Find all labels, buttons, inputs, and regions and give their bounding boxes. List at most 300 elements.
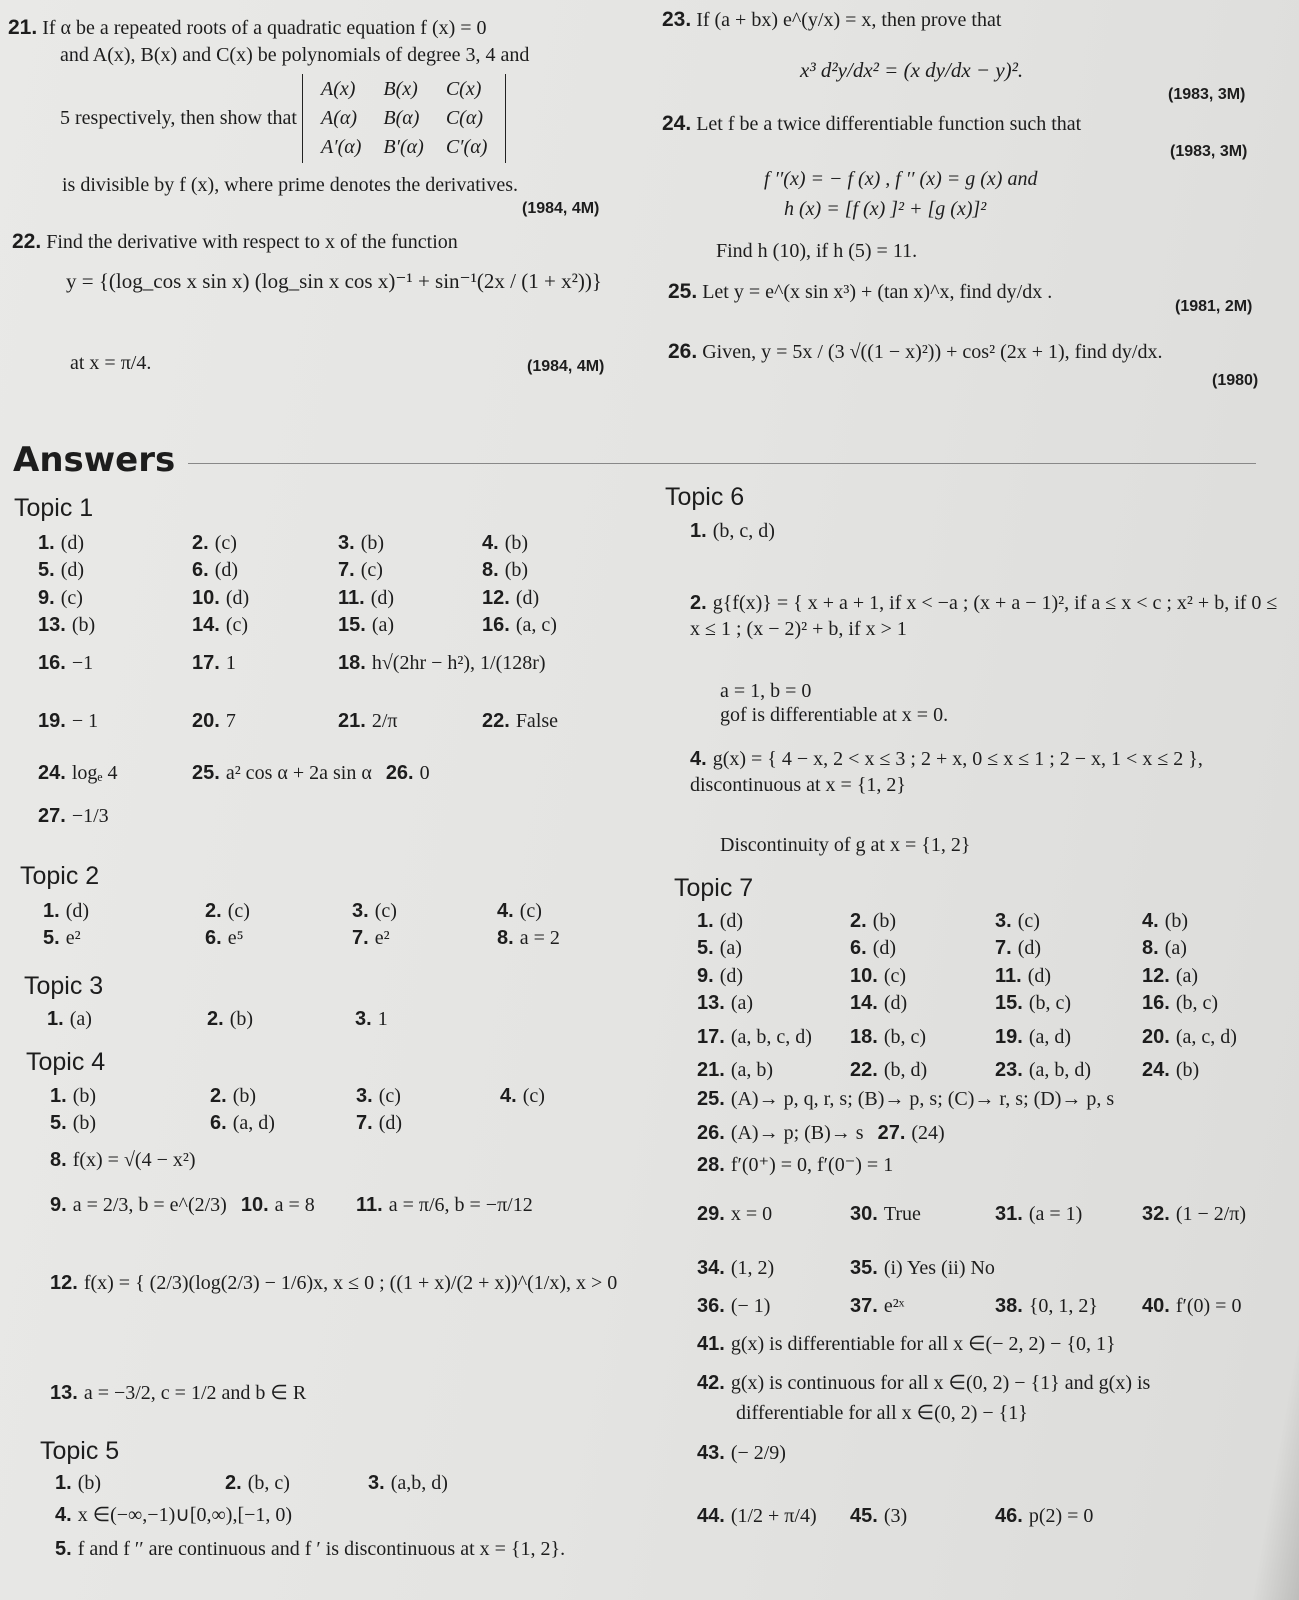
answer-item: [850, 1057, 927, 1083]
answer-number: 15.: [338, 614, 366, 636]
answer-item: [205, 898, 250, 924]
source-tag: (1984, 4M): [527, 358, 605, 375]
answer-item: [697, 1440, 786, 1466]
answer-item: [50, 1380, 306, 1406]
answer-item: [482, 557, 528, 583]
answer-value: (b): [71, 614, 96, 636]
answer-value: (c): [374, 900, 397, 922]
answer-item: [50, 1270, 617, 1296]
answer-number: 4.: [55, 1504, 72, 1526]
answer-value: g(x) is differentiable for all x ∈(− 2, 2) − {0, 1}: [730, 1333, 1116, 1355]
answer-value: (c): [1017, 910, 1040, 932]
determinant-cell: B(x): [383, 78, 418, 100]
answer-item: [55, 1502, 292, 1528]
answer-value: (d): [719, 910, 744, 932]
answer-item: [38, 708, 98, 734]
answer-item: [720, 832, 970, 858]
answer-value: (b): [1164, 910, 1189, 932]
answer-value: (a, b): [730, 1059, 774, 1081]
question-formula: f ′′(x) = − f (x) , f ′′ (x) = g (x) and: [764, 168, 1038, 190]
answer-number: 1.: [38, 532, 55, 554]
question-text: Find h (10), if h (5) = 11.: [716, 240, 918, 262]
answer-item: [386, 760, 430, 786]
answer-number: 12.: [482, 587, 510, 609]
answer-number: 2.: [690, 592, 707, 614]
answer-number: 7.: [356, 1112, 373, 1134]
answer-number: 5.: [55, 1538, 72, 1560]
answer-number: 1.: [50, 1085, 67, 1107]
answer-item: [355, 1006, 388, 1032]
answer-number: 17.: [697, 1026, 725, 1048]
answer-item: [500, 1083, 545, 1109]
answer-item: [850, 1293, 904, 1319]
answer-number: 1.: [43, 900, 60, 922]
answer-number: 15.: [995, 992, 1023, 1014]
answer-value: a = π/6, b = −π/12: [388, 1194, 533, 1216]
question-text: Let f be a twice differentiable function such that: [696, 113, 1082, 135]
answer-value: (24): [911, 1122, 945, 1144]
answer-number: 19.: [38, 710, 66, 732]
answer-value: (b, d): [883, 1059, 928, 1081]
answer-number: 4.: [497, 900, 514, 922]
answer-number: 4.: [690, 748, 707, 770]
answer-number: 20.: [192, 710, 220, 732]
answer-item: [55, 1536, 565, 1562]
source-tag: (1983, 3M): [1170, 143, 1248, 160]
answer-number: 6.: [192, 559, 209, 581]
answer-value: f(x) = √(4 − x²): [72, 1149, 196, 1171]
answer-item: [225, 1470, 290, 1496]
answer-item: [1142, 908, 1188, 934]
answer-value: (d): [719, 965, 744, 987]
answer-item: [1142, 963, 1198, 989]
answer-number: 5.: [38, 559, 55, 581]
answer-value: 0: [419, 762, 430, 784]
answer-number: 5.: [697, 937, 714, 959]
answer-number: 7.: [338, 559, 355, 581]
answer-value: x = 0: [730, 1203, 773, 1225]
answer-value: 2/π: [371, 710, 398, 732]
answer-value: (c): [883, 965, 907, 987]
divider: [188, 463, 1256, 464]
question-text: If (a + bx) e^(y/x) = x, then prove that: [696, 9, 1002, 31]
answer-item: [38, 650, 93, 676]
answer-value: (b): [232, 1085, 257, 1107]
answer-item: [1142, 1201, 1246, 1227]
answer-number: 7.: [995, 937, 1012, 959]
answer-value: a = 2/3, b = e^(2/3): [72, 1194, 227, 1216]
answer-number: 21.: [338, 710, 366, 732]
answer-number: 6.: [850, 937, 867, 959]
answer-value: (b): [504, 532, 529, 554]
question-formula: h (x) = [f (x) ]² + [g (x)]²: [784, 198, 987, 220]
answer-number: 8.: [50, 1149, 67, 1171]
answer-number: 24.: [1142, 1059, 1170, 1081]
answer-item: [192, 530, 237, 556]
answer-value: (a): [371, 614, 395, 636]
answer-value: (d): [60, 532, 85, 554]
answer-number: 31.: [995, 1203, 1023, 1225]
answer-number: 46.: [995, 1505, 1023, 1527]
answer-item: [720, 678, 811, 704]
answer-number: 3.: [368, 1472, 385, 1494]
answer-item: [338, 650, 546, 676]
answer-item: [697, 990, 753, 1016]
answer-number: 1.: [697, 910, 714, 932]
answer-item: [497, 898, 542, 924]
answer-item: [850, 1255, 995, 1281]
answer-value: (b, c): [1028, 992, 1072, 1014]
answer-item: [338, 557, 383, 583]
answer-item: [697, 1152, 893, 1178]
question-text: at x = π/4.: [70, 352, 152, 374]
answer-number: 2.: [207, 1008, 224, 1030]
answer-item: [210, 1083, 256, 1109]
answer-item: [207, 1006, 253, 1032]
answer-number: 22.: [850, 1059, 878, 1081]
answer-number: 23.: [995, 1059, 1023, 1081]
answer-item: [697, 1120, 864, 1146]
answer-item: [697, 1503, 817, 1529]
question-text: and A(x), B(x) and C(x) be polynomials of degree 3, 4 and: [60, 44, 530, 67]
answer-value: a = 1, b = 0: [720, 680, 812, 702]
answer-number: 25.: [192, 762, 220, 784]
answer-item: [995, 1024, 1071, 1050]
answer-item: [38, 803, 109, 829]
answer-number: 12.: [50, 1272, 78, 1294]
answer-item: [356, 1192, 533, 1218]
answer-item: [690, 590, 1285, 642]
answer-number: 22.: [482, 710, 510, 732]
answer-value: (b): [72, 1112, 97, 1134]
answer-item: [192, 708, 236, 734]
answer-item: [697, 1024, 812, 1050]
answer-value: (a, d): [1028, 1026, 1072, 1048]
answer-item: [482, 530, 528, 556]
answer-item: [50, 1083, 96, 1109]
answer-number: 42.: [697, 1372, 725, 1394]
answer-number: 17.: [192, 652, 220, 674]
answer-value: e⁵: [227, 927, 244, 949]
answer-value: −1: [71, 652, 94, 674]
answer-item: [697, 1086, 1114, 1112]
answer-item: [241, 1192, 315, 1218]
answer-number: 26.: [697, 1122, 725, 1144]
topic-heading: Topic 3: [24, 972, 104, 1000]
answer-value: (d): [515, 587, 540, 609]
answer-item: [995, 908, 1040, 934]
answer-number: 16.: [38, 652, 66, 674]
answer-number: 12.: [1142, 965, 1170, 987]
answer-value: (i) Yes (ii) No: [883, 1257, 995, 1279]
answer-item: [697, 935, 742, 961]
answer-number: 4.: [482, 532, 499, 554]
answer-item: [210, 1110, 275, 1136]
question-22: [12, 230, 458, 254]
answer-number: 8.: [482, 559, 499, 581]
answer-value: a² cos α + 2a sin α: [225, 762, 372, 784]
answer-item: [1142, 1293, 1241, 1319]
answer-value: (A)→ p; (B)→ s: [730, 1122, 864, 1144]
question-number: 25.: [668, 280, 698, 303]
answer-item: [995, 1503, 1093, 1529]
answer-value: (d): [65, 900, 90, 922]
source-tag: (1980): [1212, 372, 1259, 389]
answer-value: False: [515, 710, 559, 732]
answer-item: [192, 612, 248, 638]
question-text: 5 respectively, then show that: [60, 107, 297, 129]
answer-value: a = −3/2, c = 1/2 and b ∈ R: [83, 1382, 307, 1404]
answer-value: e²: [374, 927, 390, 949]
answer-item: [850, 935, 896, 961]
answer-item: [338, 612, 394, 638]
answer-item: [697, 1370, 1150, 1396]
answer-item: [482, 708, 558, 734]
answer-item: [690, 746, 1285, 798]
answer-item: [50, 1110, 96, 1136]
answer-number: 6.: [210, 1112, 227, 1134]
answer-item: [38, 585, 83, 611]
answer-number: 4.: [1142, 910, 1159, 932]
answer-item: [690, 518, 775, 544]
answer-item: [38, 760, 118, 786]
answer-item: [338, 585, 394, 611]
question-text: Find the derivative with respect to x of the function: [46, 231, 458, 253]
answer-value: − 1: [71, 710, 99, 732]
answer-item: [697, 1293, 770, 1319]
answer-value: (d): [883, 992, 908, 1014]
answer-value: f′(0) = 0: [1175, 1295, 1242, 1317]
answer-value: (a, c, d): [1175, 1026, 1237, 1048]
answer-item: [697, 1255, 774, 1281]
answer-value: differentiable for all x ∈(0, 2) − {1}: [736, 1402, 1028, 1424]
answer-number: 1.: [47, 1008, 64, 1030]
answer-value: a = 2: [519, 927, 560, 949]
question-formula: x³ d²y/dx² = (x dy/dx − y)².: [800, 58, 1024, 82]
answer-item: [192, 557, 238, 583]
source-tag: (1984, 4M): [522, 200, 600, 217]
answer-number: 16.: [482, 614, 510, 636]
answer-value: (A)→ p, q, r, s; (B)→ p, s; (C)→ r, s; (D)→ p, s: [730, 1088, 1115, 1110]
question-21-determinant-line: [60, 74, 506, 163]
answer-number: 43.: [697, 1442, 725, 1464]
answer-number: 5.: [50, 1112, 67, 1134]
answer-number: 18.: [850, 1026, 878, 1048]
answer-item: [55, 1470, 101, 1496]
question-25: [668, 280, 1052, 304]
answer-number: 40.: [1142, 1295, 1170, 1317]
answer-number: 20.: [1142, 1026, 1170, 1048]
answer-number: 11.: [356, 1194, 383, 1216]
answer-item: [1142, 990, 1218, 1016]
answer-number: 14.: [192, 614, 220, 636]
answer-value: f′(0⁺) = 0, f′(0⁻) = 1: [730, 1154, 894, 1176]
question-21: [8, 14, 618, 69]
answer-value: x ∈(−∞,−1)∪[0,∞),[−1, 0): [77, 1504, 293, 1526]
answer-value: {0, 1, 2}: [1028, 1295, 1099, 1317]
answer-value: (b, c, d): [712, 520, 775, 542]
answer-value: gof is differentiable at x = 0.: [720, 704, 949, 726]
answer-value: (− 1): [730, 1295, 771, 1317]
answer-value: (− 2/9): [730, 1442, 786, 1464]
answer-number: 45.: [850, 1505, 878, 1527]
answer-number: 2.: [192, 532, 209, 554]
answer-value: h√(2hr − h²), 1/(128r): [371, 652, 546, 674]
answer-item: [482, 612, 557, 638]
answer-value: g(x) is continuous for all x ∈(0, 2) − {1} and g(x) is: [730, 1372, 1151, 1394]
question-26: [668, 340, 1198, 364]
answer-value: (a, b, c, d): [730, 1026, 812, 1048]
determinant-cell: A(x): [320, 78, 356, 100]
answer-item: [205, 925, 244, 951]
topic-heading: Topic 7: [674, 874, 754, 902]
answer-value: −1/3: [71, 805, 109, 827]
answer-item: [368, 1470, 448, 1496]
answer-value: (b): [1175, 1059, 1200, 1081]
answer-value: (d): [225, 587, 250, 609]
answer-value: True: [883, 1203, 921, 1225]
answer-number: 4.: [500, 1085, 517, 1107]
answer-item: [850, 1024, 926, 1050]
question-text: is divisible by f (x), where prime denotes the derivatives.: [62, 174, 518, 196]
answer-value: f and f ′′ are continuous and f ′ is discontinuous at x = {1, 2}.: [77, 1538, 566, 1560]
answer-item: [47, 1006, 92, 1032]
answer-item: [736, 1400, 1028, 1426]
answer-number: 5.: [43, 927, 60, 949]
answer-number: 32.: [1142, 1203, 1170, 1225]
answer-number: 28.: [697, 1154, 725, 1176]
answer-value: (1/2 + π/4): [730, 1505, 817, 1527]
question-23: [662, 8, 1001, 32]
answer-value: (a = 1): [1028, 1203, 1083, 1225]
answer-item: [1142, 935, 1187, 961]
topic-heading: Topic 2: [20, 862, 100, 890]
answer-item: [697, 963, 743, 989]
answer-value: (a, b, d): [1028, 1059, 1092, 1081]
answer-number: 9.: [38, 587, 55, 609]
answer-value: (3): [883, 1505, 908, 1527]
answer-value: (a): [1164, 937, 1187, 959]
answer-number: 8.: [497, 927, 514, 949]
determinant-cell: A′(α): [320, 136, 362, 158]
answer-number: 34.: [697, 1257, 725, 1279]
answer-number: 16.: [1142, 992, 1170, 1014]
question-24: [662, 112, 1081, 136]
answer-number: 3.: [338, 532, 355, 554]
answer-item: [338, 530, 384, 556]
answer-item: [697, 1057, 773, 1083]
answer-value: 1: [225, 652, 236, 674]
answer-item: [850, 963, 906, 989]
determinant-cell: A(α): [320, 107, 358, 129]
answer-item: [1142, 1057, 1199, 1083]
determinant-cell: C′(α): [445, 136, 488, 158]
source-tag: (1981, 2M): [1175, 298, 1253, 315]
answer-number: 25.: [697, 1088, 725, 1110]
answer-number: 10.: [850, 965, 878, 987]
answer-item: [697, 908, 743, 934]
answer-number: 13.: [50, 1382, 78, 1404]
answer-value: (b, c): [883, 1026, 927, 1048]
answer-value: (d): [1017, 937, 1042, 959]
answer-item: [192, 585, 249, 611]
source-tag: (1983, 3M): [1168, 86, 1246, 103]
answer-value: (a, c): [515, 614, 557, 636]
answer-number: 18.: [338, 652, 366, 674]
answer-number: 3.: [355, 1008, 372, 1030]
question-formula: y = {(log_cos x sin x) (log_sin x cos x)⁻¹ + sin⁻¹(2x / (1 + x²))}: [66, 269, 602, 293]
answer-value: 7: [225, 710, 236, 732]
answer-value: (c): [360, 559, 383, 581]
answer-number: 11.: [338, 587, 365, 609]
answer-value: (c): [378, 1085, 401, 1107]
answer-value: (a,b, d): [390, 1472, 448, 1494]
answer-value: (d): [1027, 965, 1052, 987]
answer-item: [192, 760, 372, 786]
answer-item: [192, 650, 236, 676]
answer-item: [352, 925, 390, 951]
answer-number: 2.: [225, 1472, 242, 1494]
answer-number: 37.: [850, 1295, 878, 1317]
answer-value: (b): [504, 559, 529, 581]
determinant-cell: C(x): [445, 78, 482, 100]
answer-value: (a): [69, 1008, 92, 1030]
topic-heading: Topic 6: [665, 483, 745, 511]
determinant: [302, 74, 506, 163]
answer-number: 1.: [55, 1472, 72, 1494]
answer-item: [497, 925, 560, 951]
answer-item: [352, 898, 397, 924]
answer-value: (d): [60, 559, 85, 581]
answer-number: 10.: [192, 587, 220, 609]
answer-value: logₑ 4: [71, 762, 118, 784]
answer-number: 14.: [850, 992, 878, 1014]
determinant-cell: B′(α): [383, 136, 424, 158]
answer-value: (d): [214, 559, 239, 581]
answer-value: (b): [77, 1472, 102, 1494]
topic-heading: Topic 4: [26, 1048, 106, 1076]
answer-number: 1.: [690, 520, 707, 542]
answer-value: Discontinuity of g at x = {1, 2}: [720, 834, 971, 856]
answer-value: 1: [377, 1008, 388, 1030]
answer-number: 11.: [995, 965, 1022, 987]
answers-heading: Answers: [13, 440, 176, 480]
topic-heading: Topic 1: [14, 494, 94, 522]
answer-value: (c): [519, 900, 542, 922]
answer-value: a = 8: [274, 1194, 315, 1216]
answer-value: (a): [1175, 965, 1199, 987]
answer-value: e²ˣ: [883, 1295, 905, 1317]
answer-number: 2.: [205, 900, 222, 922]
answer-number: 38.: [995, 1295, 1023, 1317]
answer-value: (c): [214, 532, 237, 554]
answer-item: [43, 898, 89, 924]
answer-item: [1142, 1024, 1237, 1050]
answer-number: 19.: [995, 1026, 1023, 1048]
answer-number: 24.: [38, 762, 66, 784]
answer-value: (b): [872, 910, 897, 932]
answer-item: [995, 1057, 1091, 1083]
answer-value: (a, d): [232, 1112, 275, 1134]
answer-number: 8.: [1142, 937, 1159, 959]
answer-value: (a): [730, 992, 754, 1014]
answer-item: [720, 702, 948, 728]
answer-value: (1 − 2/π): [1175, 1203, 1247, 1225]
answer-value: (b): [229, 1008, 254, 1030]
answer-number: 6.: [205, 927, 222, 949]
answer-value: (c): [60, 587, 83, 609]
answer-number: 3.: [352, 900, 369, 922]
